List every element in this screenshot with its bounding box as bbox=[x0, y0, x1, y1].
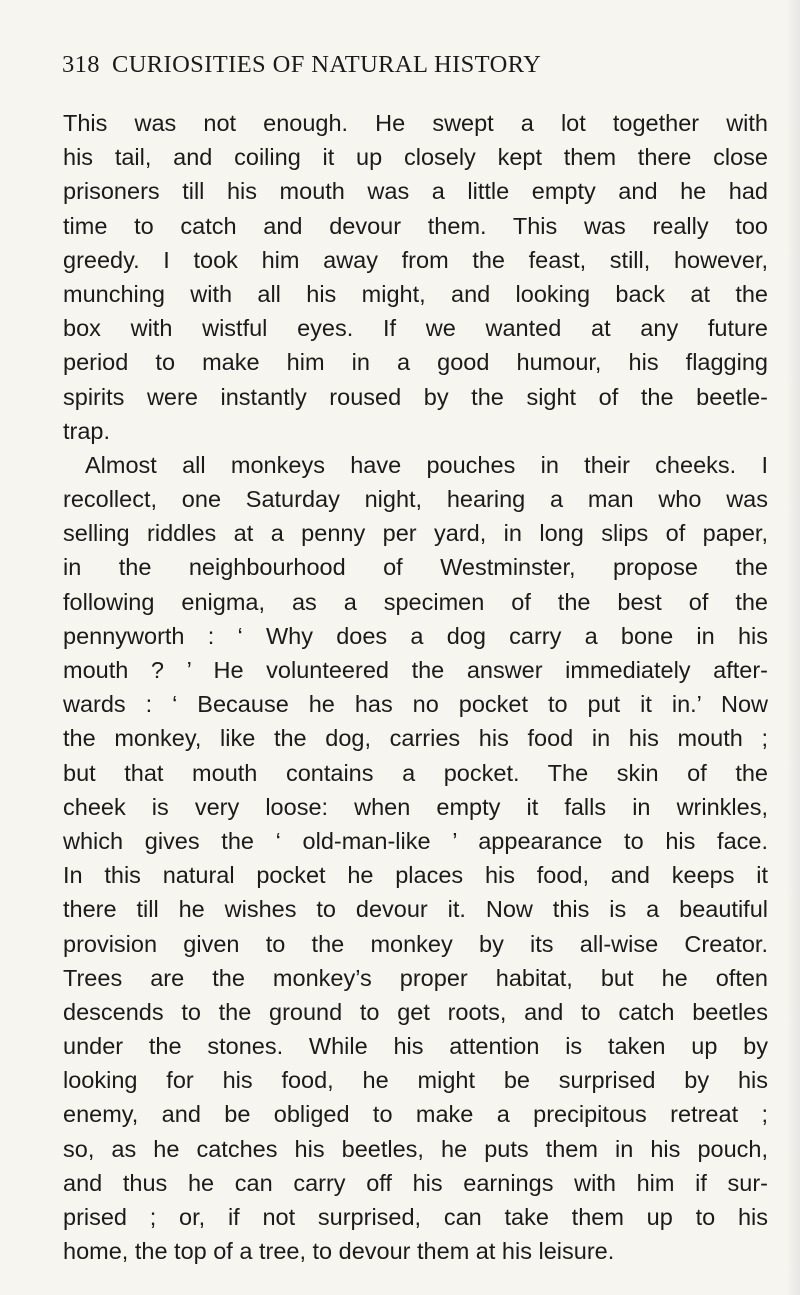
text-line: selling riddles at a penny per yard, in long slips of paper, bbox=[63, 520, 768, 547]
text-line: This was not enough. He swept a lot together with bbox=[63, 110, 768, 136]
text-line: which gives the ‘ old-man-like ’ appearance to his face. bbox=[63, 827, 768, 854]
running-title: CURIOSITIES OF NATURAL HISTORY bbox=[111, 51, 542, 78]
text-line: prisoners till his mouth was a little empty and he had bbox=[63, 178, 768, 205]
text-line: pennyworth : ‘ Why does a dog carry a bone in his bbox=[63, 622, 768, 649]
text-line: looking for his food, he might be surprised by his bbox=[63, 1067, 768, 1094]
page-number: 318 bbox=[62, 51, 100, 78]
text-line: prised ; or, if not surprised, can take them up to his bbox=[63, 1204, 768, 1230]
text-line: Almost all monkeys have pouches in their cheeks. I bbox=[85, 451, 768, 478]
text-line: descends to the ground to get roots, and to catch beetles bbox=[63, 998, 768, 1025]
text-line: his tail, and coiling it up closely kept them there close bbox=[63, 144, 768, 171]
text-line: the monkey, like the dog, carries his food in his mouth ; bbox=[63, 725, 768, 752]
text-line: in the neighbourhood of Westminster, propose the bbox=[63, 554, 768, 581]
text-line: home, the top of a tree, to devour them at his leisure. bbox=[63, 1238, 615, 1265]
text-line: In this natural pocket he places his food, and keeps it bbox=[63, 862, 768, 889]
text-line: there till he wishes to devour it. Now this is a beautiful bbox=[63, 896, 768, 923]
paragraph bbox=[63, 448, 768, 1269]
text-line: cheek is very loose: when empty it falls in wrinkles, bbox=[63, 793, 768, 820]
text-line: wards : ‘ Because he has no pocket to put it in.’ Now bbox=[63, 691, 768, 718]
text-line: Trees are the monkey’s proper habitat, but he often bbox=[63, 964, 768, 991]
paragraph bbox=[63, 106, 768, 448]
text-line: following enigma, as a specimen of the best of the bbox=[63, 588, 768, 615]
text-line: spirits were instantly roused by the sight of the beetle- bbox=[63, 383, 768, 410]
body-text bbox=[63, 106, 768, 1268]
text-line: mouth ? ’ He volunteered the answer immediately after- bbox=[63, 657, 768, 683]
text-line: enemy, and be obliged to make a precipitous retreat ; bbox=[63, 1101, 768, 1128]
text-line: munching with all his might, and looking back at the bbox=[63, 280, 768, 307]
text-line: so, as he catches his beetles, he puts them in his pouch, bbox=[63, 1135, 768, 1162]
text-line: trap. bbox=[63, 417, 111, 444]
text-line: but that mouth contains a pocket. The skin of the bbox=[63, 759, 768, 786]
text-line: recollect, one Saturday night, hearing a man who was bbox=[63, 486, 768, 513]
running-head bbox=[62, 51, 762, 79]
page-edge-shadow bbox=[786, 0, 800, 1295]
text-line: period to make him in a good humour, his flagging bbox=[63, 349, 768, 376]
text-line: under the stones. While his attention is taken up by bbox=[63, 1033, 768, 1060]
text-line: box with wistful eyes. If we wanted at any future bbox=[63, 315, 768, 342]
text-line: time to catch and devour them. This was really too bbox=[63, 212, 768, 239]
text-line: and thus he can carry off his earnings with him if sur- bbox=[63, 1169, 768, 1196]
text-line: provision given to the monkey by its all-wise Creator. bbox=[63, 930, 768, 957]
text-line: greedy. I took him away from the feast, still, however, bbox=[63, 246, 768, 273]
